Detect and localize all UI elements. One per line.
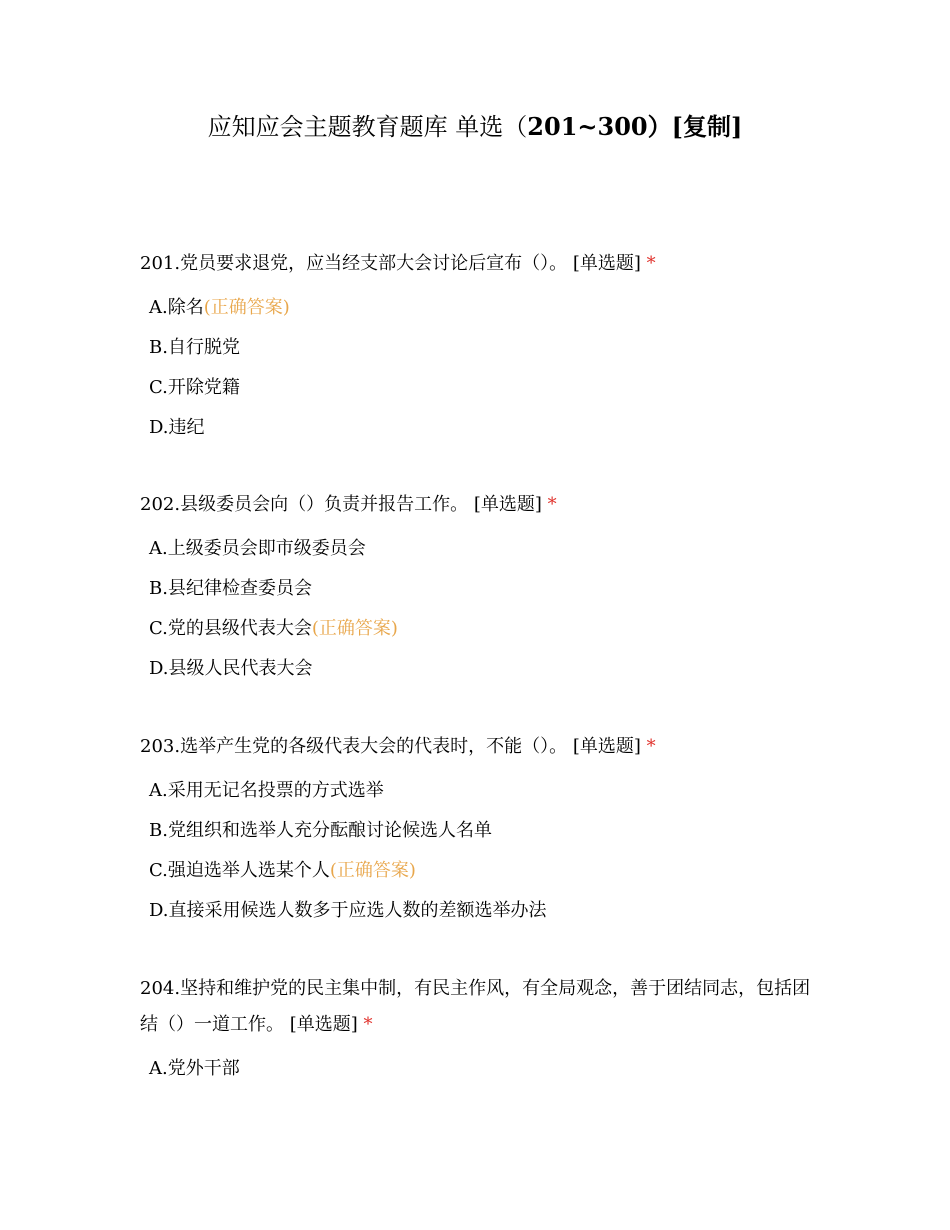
question-body: 选举产生党的各级代表大会的代表时，不能（）。 bbox=[180, 736, 568, 757]
option-c[interactable] bbox=[149, 374, 820, 414]
option-text: A.上级委员会即市级委员会 bbox=[149, 538, 366, 559]
question-number: 201. bbox=[140, 253, 181, 274]
required-mark: * bbox=[646, 736, 656, 757]
option-list bbox=[140, 1055, 820, 1095]
question-type-label: [单选题] bbox=[572, 736, 641, 757]
title-suffix: ）[复制] bbox=[647, 112, 743, 141]
required-mark: * bbox=[547, 494, 557, 515]
option-c[interactable] bbox=[149, 615, 820, 655]
option-text: A.除名 bbox=[149, 297, 204, 318]
correct-answer-tag: (正确答案) bbox=[203, 297, 290, 318]
option-text: D.县级人民代表大会 bbox=[149, 658, 313, 679]
title-range: 201~300 bbox=[527, 112, 648, 141]
option-text: B.自行脱党 bbox=[149, 337, 240, 358]
option-b[interactable] bbox=[149, 334, 820, 374]
question-body: 坚持和维护党的民主集中制，有民主作风，有全局观念，善于团结同志，包括团结（）一道工作。 bbox=[140, 978, 811, 1035]
option-c[interactable] bbox=[149, 857, 820, 897]
page-title bbox=[0, 110, 950, 144]
option-a[interactable] bbox=[149, 294, 820, 334]
option-text: C.强迫选举人选某个人 bbox=[149, 860, 330, 881]
option-text: B.县纪律检查委员会 bbox=[149, 578, 312, 599]
question-text bbox=[140, 487, 820, 523]
question-text bbox=[140, 729, 820, 765]
question-number: 203. bbox=[140, 736, 181, 757]
option-b[interactable] bbox=[149, 817, 820, 857]
correct-answer-tag: (正确答案) bbox=[311, 618, 398, 639]
question-text bbox=[140, 971, 820, 1043]
option-a[interactable] bbox=[149, 535, 820, 575]
option-d[interactable] bbox=[149, 414, 820, 454]
question-body: 党员要求退党，应当经支部大会讨论后宣布（）。 bbox=[180, 253, 568, 274]
question-type-label: [单选题] bbox=[572, 253, 641, 274]
option-a[interactable] bbox=[149, 777, 820, 817]
option-a[interactable] bbox=[149, 1055, 820, 1095]
question-text bbox=[140, 246, 820, 282]
option-text: D.直接采用候选人数多于应选人数的差额选举办法 bbox=[149, 900, 547, 921]
option-text: C.开除党籍 bbox=[149, 377, 240, 398]
question-type-label: [单选题] bbox=[473, 494, 542, 515]
option-b[interactable] bbox=[149, 575, 820, 615]
option-list bbox=[140, 777, 820, 937]
option-text: C.党的县级代表大会 bbox=[149, 618, 312, 639]
option-list bbox=[140, 535, 820, 695]
option-text: A.采用无记名投票的方式选举 bbox=[149, 780, 384, 801]
question-number: 202. bbox=[140, 494, 181, 515]
question-body: 县级委员会向（）负责并报告工作。 bbox=[180, 494, 469, 515]
correct-answer-tag: (正确答案) bbox=[329, 860, 416, 881]
option-list bbox=[140, 294, 820, 454]
question-203 bbox=[140, 729, 820, 937]
option-text: A.党外干部 bbox=[149, 1058, 240, 1079]
question-201 bbox=[140, 246, 820, 454]
option-d[interactable] bbox=[149, 655, 820, 695]
option-d[interactable] bbox=[149, 897, 820, 937]
question-number: 204. bbox=[140, 978, 181, 999]
required-mark: * bbox=[646, 253, 656, 274]
question-type-label: [单选题] bbox=[289, 1014, 358, 1035]
title-prefix: 应知应会主题教育题库 单选（ bbox=[207, 113, 528, 141]
question-202 bbox=[140, 487, 820, 695]
question-204 bbox=[140, 971, 820, 1095]
option-text: B.党组织和选举人充分酝酿讨论候选人名单 bbox=[149, 820, 492, 841]
option-text: D.违纪 bbox=[149, 417, 205, 438]
required-mark: * bbox=[363, 1014, 373, 1035]
